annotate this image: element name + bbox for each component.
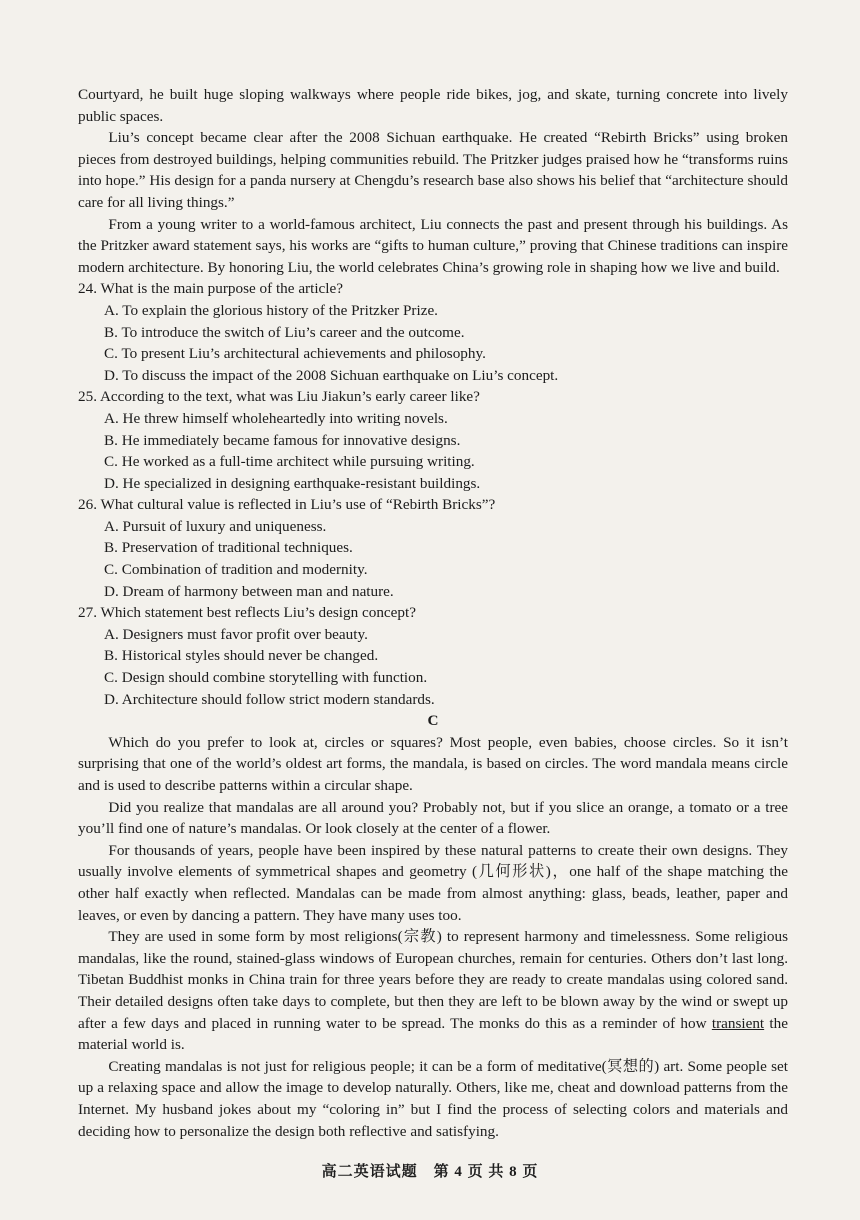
option-d: D. He specialized in designing earthquake-resistant buildings. (104, 474, 481, 492)
question-27 (78, 602, 788, 710)
option-d: D. Dream of harmony between man and nature. (104, 582, 394, 600)
question-stem: 26. What cultural value is reflected in Liu’s use of “Rebirth Bricks”? (78, 496, 496, 514)
option-list (78, 624, 788, 710)
option-c: C. Design should combine storytelling with function. (104, 669, 428, 687)
option-b: B. He immediately became famous for innovative designs. (104, 431, 461, 449)
underlined-word: transient (711, 1014, 765, 1032)
question-25 (78, 386, 788, 494)
option-c: C. Combination of tradition and modernity. (104, 561, 368, 579)
passage-b-paragraph-2: Liu’s concept became clear after the 2008 Sichuan earthquake. He created “Rebirth Bricks” using broken pieces from destroyed buildings, helping communities rebuild. The Pritzker judges praised how he “transforms ruins into hope.” His design for a panda nursery at Chengdu’s research base also shows his belief that “architecture should care for all living things.” (78, 129, 788, 211)
section-c-paragraph-1: Which do you prefer to look at, circles or squares? Most people, even babies, choose circles. So it isn’t surprising that one of the world’s oldest art forms, the mandala, is based on circles. The word mandala means circle and is used to describe patterns within a circular shape. (78, 733, 788, 794)
option-b: B. To introduce the switch of Liu’s career and the outcome. (104, 323, 465, 341)
question-stem: 27. Which statement best reflects Liu’s design concept? (78, 604, 416, 622)
option-d: D. To discuss the impact of the 2008 Sichuan earthquake on Liu’s concept. (104, 366, 559, 384)
passage-b-paragraph-1: Courtyard, he built huge sloping walkways where people ride bikes, jog, and skate, turning concrete into lively public spaces. (78, 86, 788, 125)
passage-b-paragraph-3: From a young writer to a world-famous architect, Liu connects the past and present through his buildings. As the Pritzker award statement says, his works are “gifts to human culture,” proving that Chinese traditions can inspire modern architecture. By honoring Liu, the world celebrates China’s growing role in shaping how we live and build. (78, 215, 788, 276)
option-list (78, 408, 788, 494)
section-c-paragraph-2: Did you realize that mandalas are all around you? Probably not, but if you slice an orange, a tomato or a tree you’ll find one of nature’s mandalas. Or look closely at the center of a flower. (78, 798, 788, 838)
option-c: C. To present Liu’s architectural achievements and philosophy. (104, 345, 486, 363)
paragraph-text: the material world is. (78, 1014, 788, 1054)
option-a: A. To explain the glorious history of the Pritzker Prize. (104, 301, 438, 319)
question-24 (78, 278, 788, 386)
option-a: A. Designers must favor profit over beauty. (104, 625, 368, 643)
option-b: B. Preservation of traditional techniques. (104, 539, 353, 557)
option-c: C. He worked as a full-time architect while pursuing writing. (104, 453, 475, 471)
paragraph-text: They are used in some form by most religions(宗教) to represent harmony and timelessness. Some religious mandalas, like the round, stained-glass windows of European churches, remain for centuries. Others don’t last long. Tibetan Buddhist monks in China train for three years before they are ready to create mandalas using colored sand. Their detailed designs often take days to complete, but then they are left to be blown away by the wind or swept up after a few days and placed in running water to be spread. The monks do this as a reminder of how (78, 928, 788, 1032)
section-c-paragraph-3: For thousands of years, people have been inspired by these natural patterns to create their own designs. They usually involve elements of symmetrical shapes and geometry (几何形状)，one half of the shape matching the other half exactly when reflected. Mandalas can be made from almost anything: glass, beads, leather, paper and leaves, or even by dancing a pattern. They have many uses too. (78, 841, 788, 924)
option-a: A. He threw himself wholeheartedly into writing novels. (104, 409, 448, 427)
option-list (78, 516, 788, 602)
page-footer: 高二英语试题 第 4 页 共 8 页 (321, 1164, 539, 1180)
section-c-heading: C (427, 712, 439, 730)
section-c-paragraph-4 (78, 926, 788, 1056)
option-b: B. Historical styles should never be changed. (104, 647, 379, 665)
section-c-paragraph-5: Creating mandalas is not just for religious people; it can be a form of meditative(冥想的) art. Some people set up a relaxing space and allow the image to develop naturally. Others, like me, cheat and download patterns from the Internet. My husband jokes about my “coloring in” but I find the process of selecting colors and materials and deciding how to personalize the design both reflective and satisfying. (78, 1057, 788, 1140)
question-stem: 25. According to the text, what was Liu Jiakun’s early career like? (78, 388, 480, 406)
question-26 (78, 494, 788, 602)
option-d: D. Architecture should follow strict modern standards. (104, 690, 435, 708)
question-stem: 24. What is the main purpose of the article? (78, 280, 343, 298)
option-list (78, 300, 788, 386)
option-a: A. Pursuit of luxury and uniqueness. (104, 517, 327, 535)
